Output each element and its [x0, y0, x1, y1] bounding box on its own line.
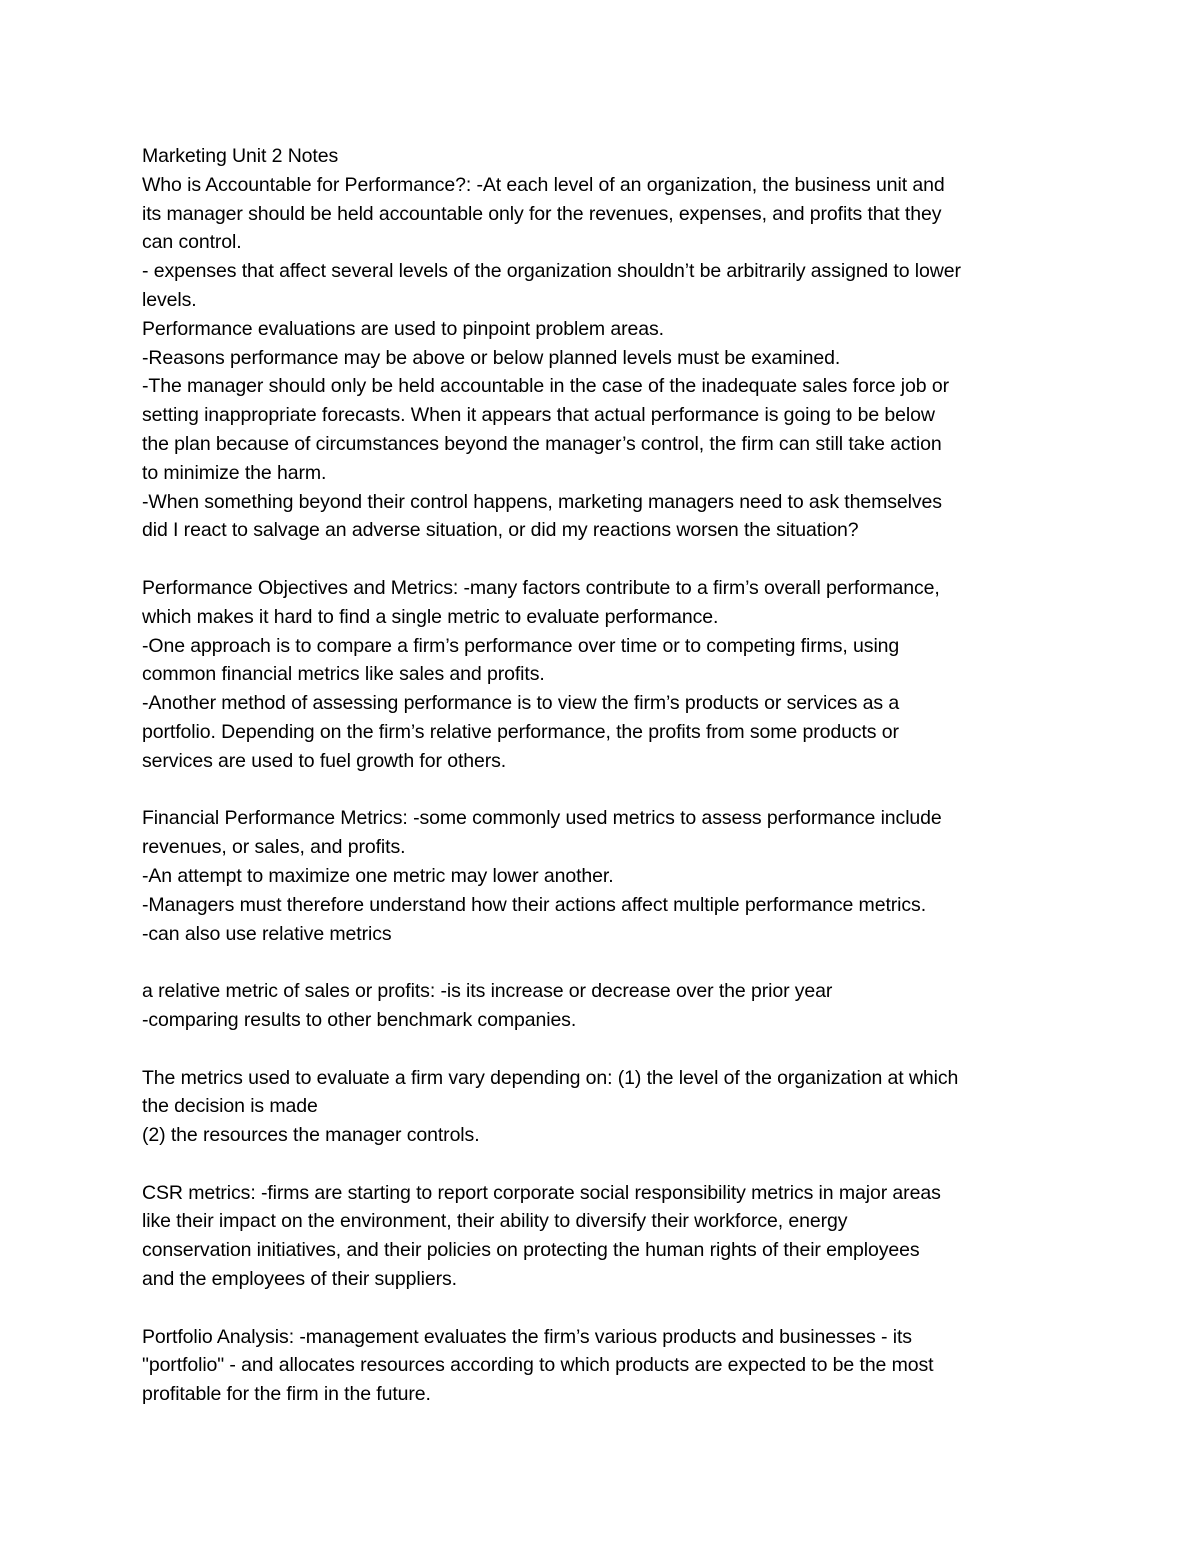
paragraph-gap — [142, 1035, 1072, 1064]
text-line: a relative metric of sales or profits: -is its increase or decrease over the prior year — [142, 980, 833, 1003]
text-line: the decision is made — [142, 1095, 318, 1118]
text-line: to minimize the harm. — [142, 461, 327, 484]
text-line: (2) the resources the manager controls. — [142, 1124, 480, 1147]
text-line: -Another method of assessing performance is to view the firm’s products or services as a — [142, 692, 900, 715]
text-line: CSR metrics: -firms are starting to report corporate social responsibility metrics in major areas — [142, 1181, 941, 1204]
text-line: portfolio. Depending on the firm’s relative performance, the profits from some products or — [142, 720, 899, 743]
text-line: -One approach is to compare a firm’s performance over time or to competing firms, using — [142, 634, 900, 657]
text-line: The metrics used to evaluate a firm vary depending on: (1) the level of the organization at which — [142, 1066, 959, 1089]
text-line: -An attempt to maximize one metric may lower another. — [142, 864, 614, 887]
paragraph-gap — [142, 948, 1072, 977]
paragraph-gap — [142, 1150, 1072, 1179]
text-line: did I react to salvage an adverse situation, or did my reactions worsen the situation? — [142, 519, 859, 542]
text-line: like their impact on the environment, their ability to diversify their workforce, energy — [142, 1210, 848, 1233]
text-line: -Reasons performance may be above or below planned levels must be examined. — [142, 346, 841, 369]
text-line: -When something beyond their control happens, marketing managers need to ask themselves — [142, 490, 942, 513]
text-line: -comparing results to other benchmark companies. — [142, 1008, 577, 1031]
text-line: -Managers must therefore understand how their actions affect multiple performance metrics. — [142, 893, 927, 916]
text-line: - expenses that affect several levels of the organization shouldn’t be arbitrarily assigned to lower — [142, 260, 961, 283]
text-line: -The manager should only be held accountable in the case of the inadequate sales force job or — [142, 375, 949, 398]
text-line: Financial Performance Metrics: -some commonly used metrics to assess performance include — [142, 807, 942, 830]
text-line: "portfolio" - and allocates resources according to which products are expected to be the most — [142, 1354, 934, 1377]
text-line: Performance Objectives and Metrics: -many factors contribute to a firm’s overall performance, — [142, 576, 940, 599]
text-line: Who is Accountable for Performance?: -At each level of an organization, the business unit and — [142, 173, 945, 196]
text-line: which makes it hard to find a single metric to evaluate performance. — [142, 605, 719, 628]
text-line: its manager should be held accountable only for the revenues, expenses, and profits that they — [142, 202, 942, 225]
text-line: services are used to fuel growth for others. — [142, 749, 507, 772]
text-line: setting inappropriate forecasts. When it appears that actual performance is going to be below — [142, 404, 935, 427]
text-line: Portfolio Analysis: -management evaluates the firm’s various products and businesses - its — [142, 1325, 912, 1348]
paragraph-gap — [142, 776, 1072, 805]
text-line: the plan because of circumstances beyond the manager’s control, the firm can still take action — [142, 432, 942, 455]
text-line: common financial metrics like sales and profits. — [142, 663, 545, 686]
text-line: conservation initiatives, and their policies on protecting the human rights of their employees — [142, 1239, 920, 1262]
document-body — [142, 142, 1072, 1409]
text-line: revenues, or sales, and profits. — [142, 836, 406, 859]
text-line: can control. — [142, 231, 242, 254]
text-line: and the employees of their suppliers. — [142, 1268, 457, 1291]
document-lines — [142, 171, 1072, 1409]
text-line: -can also use relative metrics — [142, 922, 392, 945]
text-line: profitable for the firm in the future. — [142, 1383, 431, 1406]
document-title: Marketing Unit 2 Notes — [142, 145, 339, 167]
paragraph-gap — [142, 545, 1072, 574]
text-line: levels. — [142, 288, 197, 311]
text-line: Performance evaluations are used to pinpoint problem areas. — [142, 317, 664, 340]
paragraph-gap — [142, 1294, 1072, 1323]
